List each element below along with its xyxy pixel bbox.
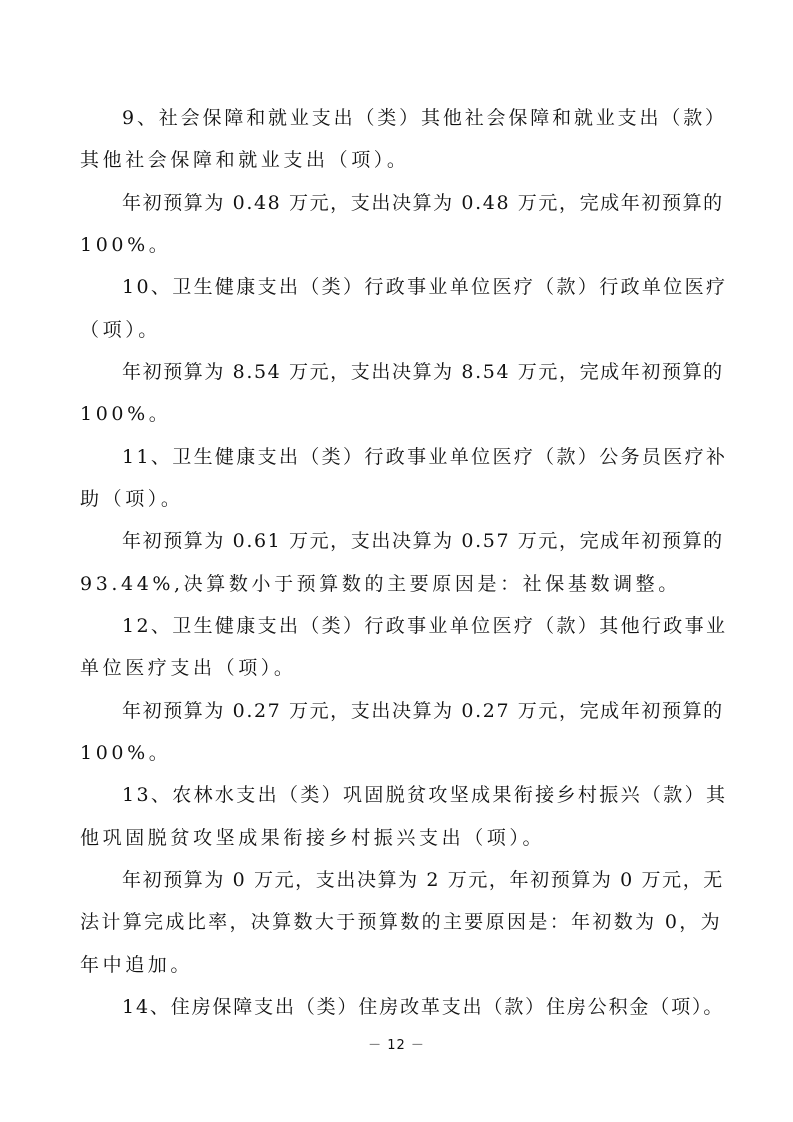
item-12-heading-cont: 单位医疗支出（项）。 — [80, 657, 297, 679]
item-12-heading: 12、卫生健康支出（类）行政事业单位医疗（款）其他行政事业 — [122, 615, 728, 637]
page-number: － 12 － — [368, 1038, 425, 1053]
item-10-heading: 10、卫生健康支出（类）行政事业单位医疗（款）行政单位医疗 — [122, 276, 728, 298]
item-9-heading-cont: 其他社会保障和就业支出（项）。 — [80, 149, 410, 171]
item-9-budget: 年初预算为 0.48 万元，支出决算为 0.48 万元，完成年初预算的 — [122, 192, 724, 214]
item-13-heading: 13、农林水支出（类）巩固脱贫攻坚成果衔接乡村振兴（款）其 — [122, 784, 728, 806]
item-13-budget-cont-2: 年中追加。 — [80, 954, 194, 976]
item-12-budget-cont: 100%。 — [80, 742, 172, 764]
item-13-heading-cont: 他巩固脱贫攻坚成果衔接乡村振兴支出（项）。 — [80, 827, 546, 849]
item-14-heading: 14、住房保障支出（类）住房改革支出（款）住房公积金（项）。 — [122, 996, 725, 1018]
item-11-heading-cont: 助（项）。 — [80, 488, 184, 510]
item-11-budget: 年初预算为 0.61 万元，支出决算为 0.57 万元，完成年初预算的 — [122, 530, 724, 552]
item-9-budget-cont: 100%。 — [80, 234, 172, 256]
item-10-budget-cont: 100%。 — [80, 403, 172, 425]
item-10-heading-cont: （项）。 — [80, 319, 161, 341]
item-13-budget-cont: 法计算完成比率，决算数大于预算数的主要原因是：年初数为 0，为 — [80, 911, 722, 933]
item-10-budget: 年初预算为 8.54 万元，支出决算为 8.54 万元，完成年初预算的 — [122, 361, 724, 383]
item-13-budget: 年初预算为 0 万元，支出决算为 2 万元，年初预算为 0 万元，无 — [122, 869, 724, 891]
item-11-heading: 11、卫生健康支出（类）行政事业单位医疗（款）公务员医疗补 — [122, 446, 728, 468]
item-11-budget-cont: 93.44%,决算数小于预算数的主要原因是：社保基数调整。 — [80, 573, 681, 595]
item-9-heading: 9、社会保障和就业支出（类）其他社会保障和就业支出（款） — [122, 107, 727, 129]
item-12-budget: 年初预算为 0.27 万元，支出决算为 0.27 万元，完成年初预算的 — [122, 700, 724, 722]
